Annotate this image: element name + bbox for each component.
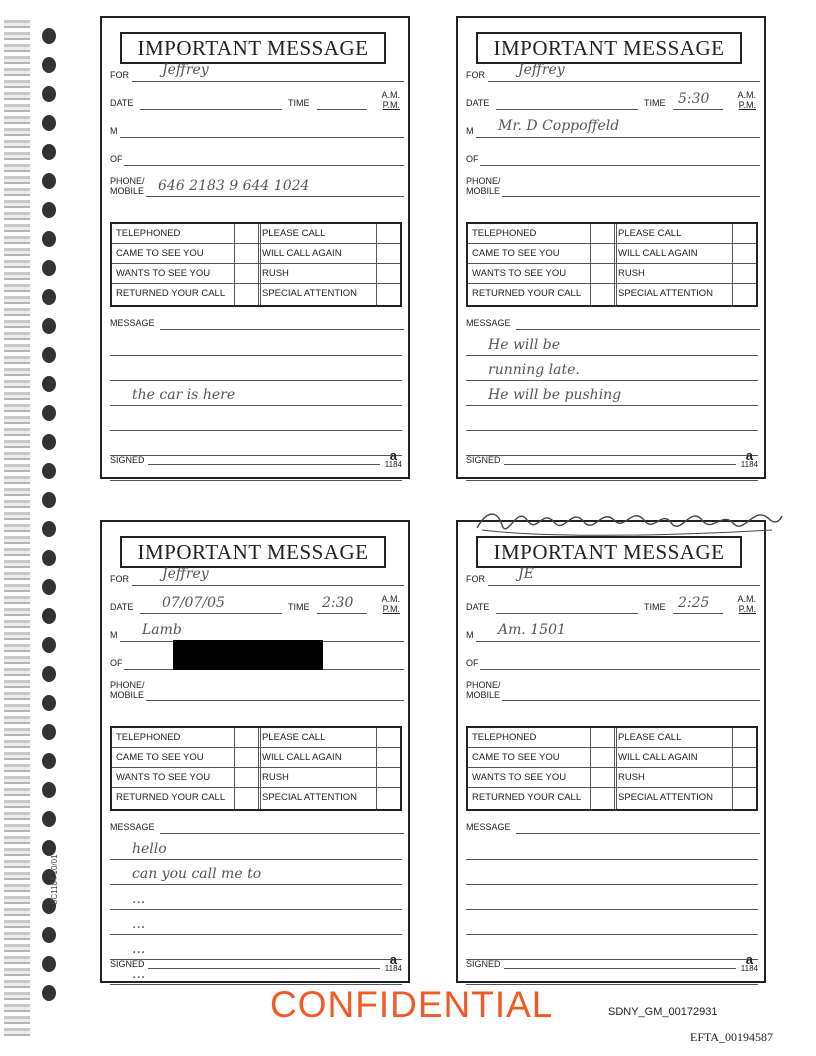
message-label: MESSAGE [110, 318, 155, 328]
of-label: OF [110, 658, 123, 668]
binding-hole [42, 86, 56, 102]
checkbox[interactable] [590, 768, 614, 788]
binding-hole [42, 173, 56, 189]
checkbox[interactable] [234, 224, 258, 244]
binding-hole [42, 608, 56, 624]
binding-hole [42, 347, 56, 363]
binding-hole [42, 231, 56, 247]
message-slip-2 [456, 16, 766, 479]
binding-hole [42, 144, 56, 160]
for-label: FOR [466, 574, 485, 584]
binding-hole [42, 811, 56, 827]
checkbox[interactable] [234, 788, 258, 808]
message-label: MESSAGE [110, 822, 155, 832]
for-label: FOR [110, 574, 129, 584]
scribble-doodle [472, 500, 784, 540]
date-value: 07/07/05 [162, 595, 225, 611]
checkbox[interactable] [732, 728, 756, 748]
checkbox-label: PLEASE CALL [258, 224, 376, 244]
binding-hole [42, 434, 56, 450]
am-pm: A.M. P.M. [737, 90, 756, 110]
checkbox-label: WANTS TO SEE YOU [112, 264, 234, 284]
message-text: running late. [488, 362, 580, 378]
checkbox-label: RUSH [258, 768, 376, 788]
checkbox[interactable] [732, 748, 756, 768]
message-text: ... [132, 916, 146, 932]
checkbox[interactable] [376, 224, 400, 244]
checkbox[interactable] [590, 284, 614, 304]
time-value: 5:30 [678, 91, 710, 107]
checkbox-label: WANTS TO SEE YOU [468, 264, 590, 284]
ampad-logo: a 1184 [384, 952, 402, 973]
checkbox[interactable] [376, 768, 400, 788]
checkbox-label: RUSH [614, 768, 732, 788]
message-text: He will be pushing [488, 387, 622, 403]
date-label: DATE [466, 602, 490, 612]
date-label: DATE [110, 602, 134, 612]
checkbox-label: TELEPHONED [468, 728, 590, 748]
slip-title: IMPORTANT MESSAGE [476, 536, 742, 568]
binding-hole [42, 724, 56, 740]
checkbox-label: RUSH [258, 264, 376, 284]
bates-number: SDNY_GM_00172931 [608, 1006, 718, 1018]
message-slip-3 [100, 520, 410, 983]
binding-hole [42, 318, 56, 334]
for-value: Jeffrey [162, 62, 209, 78]
m-label: M [466, 126, 474, 136]
checkbox-label: CAME TO SEE YOU [468, 748, 590, 768]
checkbox[interactable] [376, 264, 400, 284]
checkbox-label: WILL CALL AGAIN [258, 748, 376, 768]
checkbox-grid [110, 726, 402, 811]
checkbox-label: WILL CALL AGAIN [258, 244, 376, 264]
checkbox[interactable] [732, 244, 756, 264]
binding-hole [42, 753, 56, 769]
message-text: can you call me to [132, 866, 262, 882]
checkbox-label: WANTS TO SEE YOU [112, 768, 234, 788]
for-value: Jeffrey [518, 62, 565, 78]
phone-label: PHONE/ MOBILE [110, 680, 145, 700]
binding-hole [42, 463, 56, 479]
date-label: DATE [110, 98, 134, 108]
checkbox[interactable] [590, 788, 614, 808]
m-label: M [466, 630, 474, 640]
checkbox-label: TELEPHONED [112, 224, 234, 244]
checkbox-label: SPECIAL ATTENTION [618, 792, 714, 803]
checkbox[interactable] [376, 244, 400, 264]
for-label: FOR [110, 70, 129, 80]
binding-hole [42, 115, 56, 131]
m-value: Am. 1501 [498, 622, 566, 638]
for-value: JE [518, 566, 534, 582]
checkbox[interactable] [376, 728, 400, 748]
checkbox-label: CAME TO SEE YOU [112, 244, 234, 264]
checkbox[interactable] [234, 284, 258, 304]
binding-hole [42, 782, 56, 798]
binding-hole [42, 985, 56, 1001]
checkbox[interactable] [376, 748, 400, 768]
checkbox-label: TELEPHONED [468, 224, 590, 244]
message-text: ... [132, 966, 146, 982]
message-text: hello [132, 841, 167, 857]
phone-label: PHONE/ MOBILE [110, 176, 145, 196]
redaction-box [173, 640, 323, 670]
checkbox-label: WILL CALL AGAIN [614, 748, 732, 768]
binding-hole [42, 492, 56, 508]
phone-label: PHONE/ MOBILE [466, 680, 501, 700]
checkbox-label: WILL CALL AGAIN [614, 244, 732, 264]
checkbox[interactable] [732, 284, 756, 304]
for-label: FOR [466, 70, 485, 80]
checkbox[interactable] [732, 264, 756, 284]
checkbox[interactable] [234, 748, 258, 768]
slip-title: IMPORTANT MESSAGE [476, 32, 742, 64]
checkbox-grid [466, 222, 758, 307]
m-label: M [110, 630, 118, 640]
checkbox[interactable] [590, 224, 614, 244]
checkbox-label: SPECIAL ATTENTION [262, 288, 358, 299]
slip-title: IMPORTANT MESSAGE [120, 536, 386, 568]
checkbox-label: PLEASE CALL [258, 728, 376, 748]
for-value: Jeffrey [162, 566, 209, 582]
checkbox[interactable] [376, 788, 400, 808]
date-label: DATE [466, 98, 490, 108]
checkbox-label: SPECIAL ATTENTION [618, 288, 714, 299]
checkbox-label: RETURNED YOUR CALL [116, 792, 226, 803]
binding-hole [42, 57, 56, 73]
checkbox-label: PLEASE CALL [614, 224, 732, 244]
binding-hole [42, 927, 56, 943]
binding-hole [42, 956, 56, 972]
message-text: ... [132, 941, 146, 957]
checkbox[interactable] [234, 728, 258, 748]
checkbox[interactable] [234, 768, 258, 788]
m-value: Mr. D Coppoffeld [498, 118, 620, 134]
ampad-logo: a 1184 [740, 448, 758, 469]
efta-number: EFTA_00194587 [690, 1030, 774, 1044]
binding-hole [42, 28, 56, 44]
checkbox-label: CAME TO SEE YOU [468, 244, 590, 264]
slip-title: IMPORTANT MESSAGE [120, 32, 386, 64]
checkbox[interactable] [590, 728, 614, 748]
checkbox[interactable] [732, 768, 756, 788]
time-label: TIME [644, 98, 666, 108]
checkbox[interactable] [590, 264, 614, 284]
binding-hole [42, 550, 56, 566]
time-label: TIME [644, 602, 666, 612]
binding-hole [42, 579, 56, 595]
checkbox[interactable] [376, 284, 400, 304]
form-code: SC1184 10/01 [50, 854, 59, 905]
signed-label: SIGNED [110, 959, 145, 969]
message-text: He will be [488, 337, 561, 353]
binding-hole [42, 637, 56, 653]
phone-label: PHONE/ MOBILE [466, 176, 501, 196]
am-pm: A.M. P.M. [381, 594, 400, 614]
binding-hole [42, 666, 56, 682]
binding-hole [42, 405, 56, 421]
signed-label: SIGNED [466, 959, 501, 969]
signed-label: SIGNED [466, 455, 501, 465]
binding-hole [42, 289, 56, 305]
of-label: OF [466, 658, 479, 668]
binding-hole [42, 695, 56, 711]
checkbox-label: RUSH [614, 264, 732, 284]
checkbox-label: SPECIAL ATTENTION [262, 792, 358, 803]
time-value: 2:30 [322, 595, 354, 611]
checkbox-label: WANTS TO SEE YOU [468, 768, 590, 788]
checkbox-grid [466, 726, 758, 811]
message-label: MESSAGE [466, 822, 511, 832]
m-value: Lamb [142, 622, 182, 638]
checkbox[interactable] [590, 244, 614, 264]
time-label: TIME [288, 602, 310, 612]
binding-hole [42, 260, 56, 276]
of-label: OF [110, 154, 123, 164]
checkbox-label: RETURNED YOUR CALL [116, 288, 226, 299]
checkbox-label: RETURNED YOUR CALL [472, 288, 582, 299]
time-label: TIME [288, 98, 310, 108]
binding-hole [42, 521, 56, 537]
message-slip-4 [456, 520, 766, 983]
checkbox[interactable] [590, 748, 614, 768]
message-text: ... [132, 891, 146, 907]
message-label: MESSAGE [466, 318, 511, 328]
checkbox-label: PLEASE CALL [614, 728, 732, 748]
phone-value: 646 2183 9 644 1024 [158, 178, 310, 194]
signed-label: SIGNED [110, 455, 145, 465]
ampad-logo: a 1184 [384, 448, 402, 469]
checkbox-grid [110, 222, 402, 307]
time-value: 2:25 [678, 595, 710, 611]
of-label: OF [466, 154, 479, 164]
am-pm: A.M. P.M. [737, 594, 756, 614]
checkbox[interactable] [732, 788, 756, 808]
checkbox[interactable] [234, 244, 258, 264]
spiral-binding [0, 0, 70, 1056]
checkbox-label: RETURNED YOUR CALL [472, 792, 582, 803]
checkbox[interactable] [234, 264, 258, 284]
binding-hole [42, 202, 56, 218]
binding-hole [42, 376, 56, 392]
message-text: the car is here [132, 387, 236, 403]
ampad-logo: a 1184 [740, 952, 758, 973]
am-pm: A.M. P.M. [381, 90, 400, 110]
binding-edge [4, 20, 30, 1040]
checkbox[interactable] [732, 224, 756, 244]
message-slip-1 [100, 16, 410, 479]
checkbox-label: TELEPHONED [112, 728, 234, 748]
confidential-stamp: CONFIDENTIAL [270, 984, 554, 1025]
m-label: M [110, 126, 118, 136]
checkbox-label: CAME TO SEE YOU [112, 748, 234, 768]
